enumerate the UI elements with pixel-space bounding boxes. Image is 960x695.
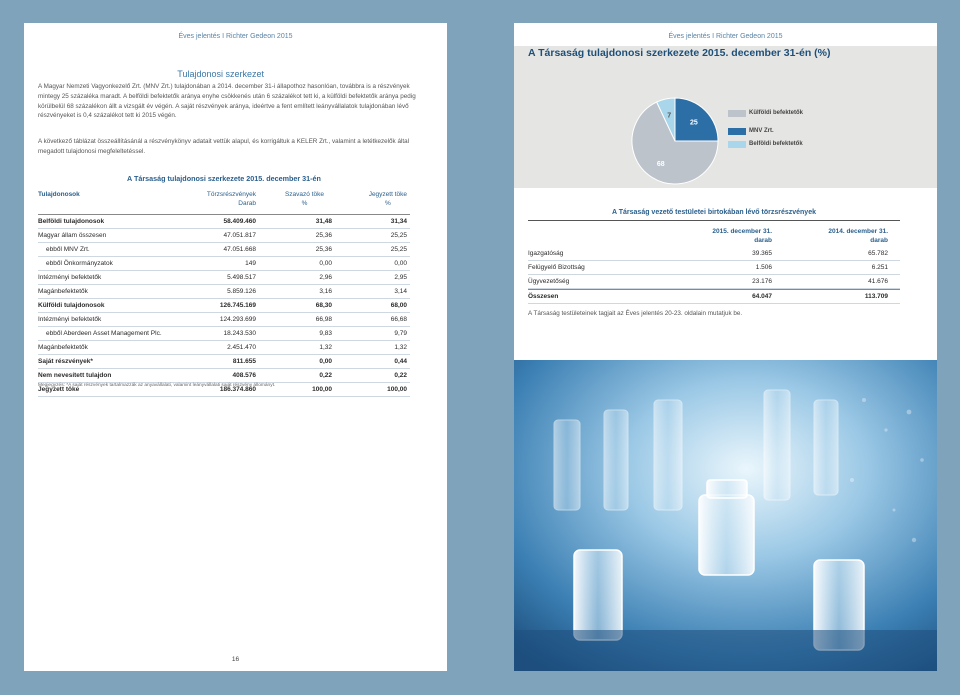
board-table-header — [528, 221, 900, 247]
board-row-2015: 1.506 — [755, 264, 772, 271]
ownership-table-header — [38, 186, 410, 215]
row-voting: 68,30 — [315, 302, 332, 309]
ownership-table-body — [38, 215, 410, 397]
right-page — [514, 23, 937, 671]
row-shares: 5.498.517 — [227, 274, 256, 281]
row-registered: 9,79 — [394, 330, 407, 337]
table-row — [38, 313, 410, 327]
left-page — [24, 23, 447, 671]
board-row-2015: 64.047 — [752, 293, 772, 300]
row-label: Intézményi befektetők — [38, 274, 102, 281]
row-label: Nem nevesített tulajdon — [38, 372, 112, 379]
running-head: Éves jelentés I Richter Gedeon 2015 — [178, 33, 293, 40]
vials-illustration — [514, 360, 937, 671]
row-registered: 66,68 — [390, 316, 407, 323]
table-row — [38, 229, 410, 243]
header-owners: Tulajdonosok — [38, 191, 80, 198]
row-voting: 66,98 — [315, 316, 332, 323]
row-shares: 2.451.470 — [227, 344, 256, 351]
board-row-2015: 23.176 — [752, 278, 772, 285]
board-row-2014: 41.676 — [868, 278, 888, 285]
table-row — [38, 299, 410, 313]
row-registered: 68,00 — [390, 302, 407, 309]
row-label: Saját részvények* — [38, 358, 93, 365]
page-number: 16 — [231, 656, 240, 663]
footnote: Megjegyzés: *A saját részvények tartalmazzák az anyavállalati, valamint leányvállalati saját részvény állományt. — [38, 383, 276, 388]
row-shares: 58.409.460 — [223, 218, 256, 225]
row-registered: 0,44 — [394, 358, 407, 365]
legend-item-domestic — [728, 141, 803, 149]
row-label: ebből MNV Zrt. — [46, 246, 90, 253]
row-label: Belföldi tulajdonosok — [38, 218, 105, 225]
board-shares-table — [528, 220, 900, 304]
row-voting: 0,00 — [319, 358, 332, 365]
board-table-row — [528, 289, 900, 304]
section-title: Tulajdonosi szerkezet — [177, 69, 264, 79]
row-registered: 0,22 — [394, 372, 407, 379]
chart-title: A Társaság tulajdonosi szerkezete 2015. december 31-én (%) — [528, 47, 831, 59]
table-row — [38, 257, 410, 271]
row-voting: 25,36 — [315, 232, 332, 239]
legend-label: Külföldi befektetők — [749, 110, 804, 116]
row-label: ebből Önkormányzatok — [46, 260, 113, 267]
board-table-body — [528, 247, 900, 304]
legend-item-mnv — [728, 128, 774, 136]
row-label: Külföldi tulajdonosok — [38, 302, 105, 309]
header-voting-capital: Szavazó töke % — [284, 191, 324, 208]
legend-swatch — [728, 128, 746, 135]
legend-label: Belföldi befektetők — [749, 141, 803, 147]
row-shares: 47.051.817 — [223, 232, 256, 239]
row-registered: 25,25 — [390, 232, 407, 239]
board-table-title: A Társaság vezető testületei birtokában lévő törzsrészvények — [612, 209, 816, 216]
row-registered: 2,95 — [394, 274, 407, 281]
table-row — [38, 355, 410, 369]
board-row-label: Összesen — [528, 293, 559, 300]
board-note: A Társaság testületeinek tagjait az Éves jelentés 20-23. oldalain mutatjuk be. — [528, 310, 743, 317]
legend-swatch — [728, 141, 746, 148]
row-registered: 3,14 — [394, 288, 407, 295]
board-row-label: Ügyvezetőség — [528, 278, 570, 285]
legend-item-foreign — [728, 110, 803, 118]
row-voting: 9,83 — [319, 330, 332, 337]
legend-swatch — [728, 110, 746, 117]
chart-panel — [514, 46, 937, 188]
row-voting: 31,48 — [315, 218, 332, 225]
pie-slice-label: 25 — [689, 119, 698, 127]
row-label: Jegyzett töke — [38, 386, 80, 393]
board-table-row — [528, 275, 900, 289]
table-row — [38, 327, 410, 341]
row-voting: 1,32 — [319, 344, 332, 351]
board-row-2014: 113.709 — [864, 293, 888, 300]
intro-paragraph-1: A Magyar Nemzeti Vagyonkezelő Zrt. (MNV Zrt.) tulajdonában a 2014. december 31-i állapothoz hasonlóan, továbbra is a részvények mintegy 25 százaléka maradt. A belföldi befektetők aránya enyhe csökkenés után 6 százalékot tett ki, a külföldi befektetők aránya pedig körülbelül 68 százalékon állt a vizsgált év végén. A saját részvények aránya, ideértve a fent említett leányvállalatok tulajdonában lévő részvényeket is 0,4 százalékot tett ki 2015 végén. — [38, 83, 416, 120]
row-registered: 1,32 — [394, 344, 407, 351]
row-shares: 811.655 — [232, 358, 256, 365]
row-voting: 2,96 — [319, 274, 332, 281]
legend-label: MNV Zrt. — [749, 128, 774, 134]
row-shares: 408.576 — [232, 372, 256, 379]
board-row-label: Felügyelő Bizottság — [528, 264, 585, 271]
intro-paragraph-2: A következő táblázat összeállításánál a részvénykönyv adatait vettük alapul, és korrigáltuk a KELER Zrt., valamint a letétkezelők által megadott tulajdonosi megfeleltetéssel. — [38, 138, 410, 155]
row-shares: 18.243.530 — [223, 330, 256, 337]
header-2015: 2015. december 31. darab — [712, 228, 772, 245]
board-table-row — [528, 261, 900, 275]
board-row-2015: 39.365 — [752, 250, 772, 257]
table-row — [38, 285, 410, 299]
pie-slice-label: 7 — [667, 112, 672, 120]
row-voting: 0,22 — [319, 372, 332, 379]
header-registered-capital: Jegyzett töke % — [368, 191, 407, 208]
row-label: ebből Aberdeen Asset Management Plc. — [46, 330, 162, 337]
board-row-2014: 6.251 — [871, 264, 888, 271]
row-voting: 25,36 — [315, 246, 332, 253]
ownership-table — [38, 186, 410, 397]
lab-vials-photo — [514, 360, 937, 671]
row-shares: 186.374.860 — [219, 386, 256, 393]
board-row-2014: 65.782 — [868, 250, 888, 257]
pie-slice-label: 68 — [656, 161, 665, 169]
row-shares: 124.293.699 — [219, 316, 256, 323]
row-registered: 100,00 — [387, 386, 407, 393]
row-label: Magánbefektetők — [38, 344, 88, 351]
row-label: Magánbefektetők — [38, 288, 88, 295]
table-row — [38, 215, 410, 229]
row-shares: 47.051.668 — [223, 246, 256, 253]
row-label: Magyar állam összesen — [38, 232, 107, 239]
table-row — [38, 271, 410, 285]
table-row — [38, 369, 410, 383]
table-row — [38, 243, 410, 257]
row-registered: 25,25 — [390, 246, 407, 253]
row-voting: 3,16 — [319, 288, 332, 295]
header-shares: Törzsrészvények Darab — [206, 191, 256, 208]
table-row — [38, 341, 410, 355]
header-2014: 2014. december 31. darab — [828, 228, 888, 245]
row-shares: 149 — [245, 260, 256, 267]
running-head-right: Éves jelentés I Richter Gedeon 2015 — [668, 33, 783, 40]
row-registered: 0,00 — [394, 260, 407, 267]
ownership-table-title: A Társaság tulajdonosi szerkezete 2015. december 31-én — [127, 174, 321, 183]
row-label: Intézményi befektetők — [38, 316, 102, 323]
row-registered: 31,34 — [390, 218, 407, 225]
row-voting: 100,00 — [312, 386, 332, 393]
row-shares: 5.859.126 — [227, 288, 256, 295]
row-shares: 126.745.169 — [219, 302, 256, 309]
ownership-pie-chart — [630, 96, 720, 186]
board-table-row — [528, 247, 900, 261]
board-row-label: Igazgatóság — [528, 250, 564, 257]
row-voting: 0,00 — [319, 260, 332, 267]
